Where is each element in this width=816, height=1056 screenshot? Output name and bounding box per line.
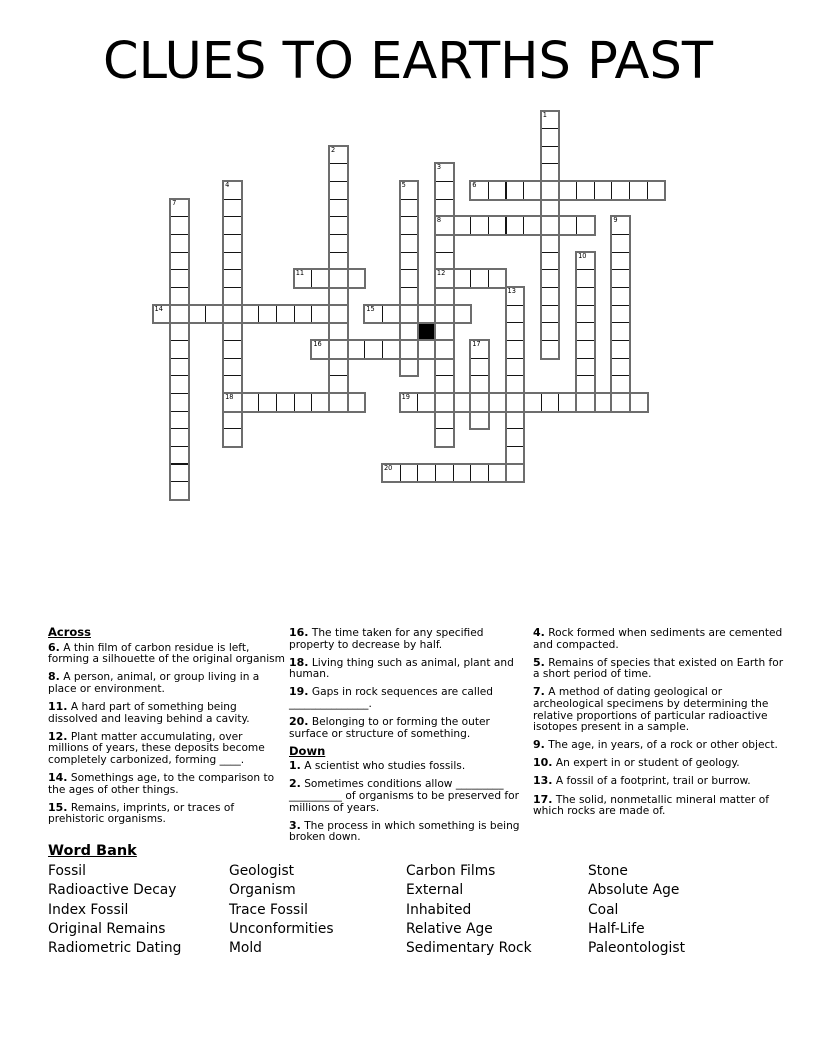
crossword-cell[interactable] — [364, 305, 383, 324]
crossword-cell[interactable] — [435, 287, 454, 306]
crossword-cell[interactable] — [329, 234, 348, 253]
cell-number: 12 — [436, 269, 446, 278]
clue-number: 18. — [289, 655, 309, 669]
clue-17: 17. The solid, nonmetallic mineral matter of which rocks are made of. — [533, 792, 769, 818]
crossword-cell[interactable] — [294, 305, 313, 324]
crossword-cell[interactable] — [506, 411, 525, 430]
crossword-cell[interactable] — [488, 393, 507, 412]
clue-6: 6. A thin film of carbon residue is left, forming a silhouette of the original organism — [48, 640, 285, 666]
crossword-cell[interactable] — [611, 269, 630, 288]
clue-number: 19. — [289, 685, 309, 699]
crossword-cell[interactable] — [576, 393, 595, 412]
crossword-cell[interactable] — [170, 411, 189, 430]
crossword-cell[interactable] — [400, 287, 419, 306]
crossword-cell[interactable] — [417, 305, 436, 324]
crossword-cell[interactable] — [558, 216, 577, 235]
cell-number: 19 — [401, 392, 410, 401]
cell-number: 3 — [436, 163, 442, 172]
clue-heading-down: Down — [289, 743, 326, 758]
clue-number: 3. — [289, 818, 301, 832]
crossword-cell[interactable] — [488, 216, 507, 235]
crossword-cell[interactable] — [506, 181, 525, 200]
crossword-cell[interactable] — [435, 252, 454, 271]
crossword-cell[interactable] — [329, 252, 348, 271]
crossword-cell[interactable] — [241, 393, 260, 412]
crossword-cell[interactable] — [294, 269, 313, 288]
crossword-cell[interactable] — [205, 305, 224, 324]
clue-number: 16. — [289, 626, 309, 639]
crossword-cell[interactable] — [611, 340, 630, 359]
crossword-cell[interactable] — [611, 358, 630, 377]
crossword-cell[interactable] — [541, 181, 560, 200]
crossword-cell[interactable] — [435, 269, 454, 288]
crossword-cell[interactable] — [400, 358, 419, 377]
clue-12: 12. Plant matter accumulating, over millions of years, these deposits become completely carbonized, forming ____. — [48, 729, 265, 766]
crossword-cell[interactable] — [611, 234, 630, 253]
crossword-cell[interactable] — [170, 340, 189, 359]
clue-number: 13. — [533, 774, 553, 788]
crossword-cell[interactable] — [400, 216, 419, 235]
crossword-cell[interactable] — [470, 216, 489, 235]
crossword-cell[interactable] — [488, 181, 507, 200]
crossword-cell[interactable] — [329, 375, 348, 394]
cell-number: 1 — [542, 110, 547, 119]
crossword-cell[interactable] — [258, 393, 277, 412]
word-bank-word: Inhabited — [406, 901, 472, 918]
clue-heading-across: Across — [48, 625, 91, 639]
cell-number: 20 — [383, 463, 393, 472]
crossword-cell[interactable] — [170, 464, 189, 483]
clue-number: 6. — [48, 640, 60, 654]
crossword-cell[interactable] — [629, 181, 648, 200]
crossword-cell[interactable] — [453, 464, 472, 483]
clue-16: 16. The time taken for any specified property to decrease by half. — [289, 626, 484, 651]
word-bank-column — [588, 863, 685, 959]
crossword-cell[interactable] — [347, 340, 366, 359]
crossword-cell[interactable] — [276, 393, 295, 412]
crossword-cell[interactable] — [470, 358, 489, 377]
word-bank-section — [48, 863, 788, 963]
crossword-cell[interactable] — [400, 340, 419, 359]
crossword-cell[interactable] — [611, 216, 630, 235]
clue-18: 18. Living thing such as animal, plant and human. — [289, 655, 514, 681]
cell-number: 9 — [613, 216, 618, 225]
crossword-cell[interactable] — [541, 269, 560, 288]
crossword-cell[interactable] — [576, 322, 595, 341]
crossword-cell[interactable] — [382, 464, 401, 483]
clue-4: 4. Rock formed when sediments are cemented and compacted. — [533, 626, 783, 651]
crossword-cell[interactable] — [241, 305, 260, 324]
clue-1: 1. A scientist who studies fossils. — [289, 759, 466, 773]
crossword-cell[interactable] — [558, 393, 577, 412]
crossword-cell[interactable] — [435, 428, 454, 447]
clue-20: 20. Belonging to or forming the outer surface or structure of something. — [289, 715, 490, 740]
clue-5: 5. Remains of species that existed on Earth for a short period of time. — [533, 655, 784, 681]
clue-13: 13. A fossil of a footprint, trail or burrow. — [533, 774, 751, 788]
crossword-cell[interactable] — [470, 464, 489, 483]
clue-number: 4. — [533, 626, 545, 639]
cell-number: 5 — [401, 181, 406, 190]
cell-number: 6 — [472, 181, 477, 190]
word-bank-word: Paleontologist — [588, 940, 685, 957]
crossword-cell[interactable] — [170, 393, 189, 412]
cell-number: 8 — [436, 216, 442, 225]
crossword-cell[interactable] — [364, 340, 383, 359]
word-bank-word: Absolute Age — [588, 882, 680, 899]
crossword-cell[interactable] — [594, 181, 613, 200]
crossword-cell[interactable] — [223, 428, 242, 447]
word-bank-column — [406, 863, 532, 959]
crossword-cell[interactable] — [329, 199, 348, 218]
crossword-cell[interactable] — [329, 287, 348, 306]
clue-number: 15. — [48, 800, 68, 814]
crossword-cell[interactable] — [541, 393, 560, 412]
crossword-cell[interactable] — [541, 305, 560, 324]
clue-2: 2. Sometimes conditions allow _________ __________ of organisms to be preserved for millions of years. — [289, 777, 519, 814]
word-bank-heading: Word Bank — [48, 843, 137, 859]
word-bank-word: Mold — [229, 940, 262, 957]
crossword-cell[interactable] — [223, 269, 242, 288]
clue-number: 1. — [289, 759, 301, 773]
crossword-cell[interactable] — [329, 146, 348, 165]
crossword-cell[interactable] — [611, 375, 630, 394]
crossword-cell[interactable] — [170, 269, 189, 288]
crossword-cell[interactable] — [400, 464, 419, 483]
crossword-cell[interactable] — [435, 216, 454, 235]
crossword-cell[interactable] — [223, 411, 242, 430]
crossword-cell[interactable] — [400, 181, 419, 200]
crossword-cell[interactable] — [523, 393, 542, 412]
crossword-cell[interactable] — [170, 375, 189, 394]
clue-number: 12. — [48, 729, 68, 743]
clues-column-middle — [289, 627, 527, 849]
crossword-cell[interactable] — [311, 340, 330, 359]
crossword-cell[interactable] — [347, 269, 366, 288]
crossword-cell[interactable] — [576, 305, 595, 324]
clue-number: 17. — [533, 792, 553, 806]
crossword-cell[interactable] — [223, 181, 242, 200]
crossword-cell[interactable] — [435, 322, 454, 341]
crossword-cell[interactable] — [488, 269, 507, 288]
cell-number: 4 — [225, 181, 230, 190]
crossword-cell[interactable] — [329, 269, 348, 288]
cell-number: 13 — [507, 287, 516, 295]
crossword-cell[interactable] — [170, 428, 189, 447]
crossword-cell[interactable] — [170, 322, 189, 341]
crossword-cell[interactable] — [453, 216, 472, 235]
word-bank-column — [48, 863, 181, 959]
clues-column-down — [533, 627, 785, 823]
page-title: CLUES TO EARTHS PAST — [103, 32, 713, 91]
crossword-cell[interactable] — [417, 393, 436, 412]
clue-number: 14. — [48, 770, 68, 784]
clue-3: 3. The process in which something is being broken down. — [289, 818, 520, 844]
crossword-cell[interactable] — [223, 234, 242, 253]
crossword-cell[interactable] — [435, 411, 454, 430]
clue-15: 15. Remains, imprints, or traces of prehistoric organisms. — [48, 800, 235, 826]
crossword-cell[interactable] — [576, 340, 595, 359]
crossword-cell[interactable] — [576, 269, 595, 288]
crossword-cell[interactable] — [223, 199, 242, 218]
clue-number: 5. — [533, 655, 545, 669]
word-bank-word: Relative Age — [406, 920, 493, 937]
crossword-cell[interactable] — [611, 252, 630, 271]
crossword-cell[interactable] — [611, 305, 630, 324]
crossword-cell[interactable] — [576, 287, 595, 306]
crossword-cell[interactable] — [506, 340, 525, 359]
crossword-cell[interactable] — [170, 216, 189, 235]
crossword-cell[interactable] — [594, 393, 613, 412]
word-bank-word: Fossil — [48, 863, 86, 879]
crossword-cell[interactable] — [329, 181, 348, 200]
crossword-cell[interactable] — [506, 393, 525, 412]
word-bank-word: Organism — [229, 882, 296, 899]
crossword-cell[interactable] — [329, 163, 348, 182]
cell-number: 10 — [578, 251, 587, 260]
crossword-cell[interactable] — [329, 340, 348, 359]
crossword-cell[interactable] — [541, 322, 560, 341]
crossword-cell[interactable] — [506, 358, 525, 377]
word-bank-word: Sedimentary Rock — [406, 940, 532, 957]
cell-number: 7 — [172, 198, 177, 207]
crossword-cell[interactable] — [470, 340, 489, 359]
crossword-cell[interactable] — [541, 340, 560, 359]
crossword-cell[interactable] — [382, 305, 401, 324]
crossword-cell[interactable] — [223, 340, 242, 359]
word-bank-word: Stone — [588, 863, 628, 879]
crossword-cell[interactable] — [170, 252, 189, 271]
crossword-cell[interactable] — [258, 305, 277, 324]
crossword-cell[interactable] — [470, 375, 489, 394]
crossword-cell[interactable] — [170, 305, 189, 324]
crossword-cell[interactable] — [611, 287, 630, 306]
crossword-cell[interactable] — [170, 287, 189, 306]
crossword-cell[interactable] — [400, 269, 419, 288]
word-bank-word: Trace Fossil — [229, 901, 308, 918]
cell-number: 11 — [295, 269, 305, 278]
crossword-cell[interactable] — [311, 269, 330, 288]
crossword-cell[interactable] — [435, 464, 454, 483]
crossword-cell[interactable] — [223, 287, 242, 306]
cell-number: 17 — [472, 339, 481, 348]
blocked-cell — [417, 322, 436, 341]
crossword-cell[interactable] — [576, 375, 595, 394]
crossword-cell[interactable] — [611, 322, 630, 341]
crossword-cell[interactable] — [506, 375, 525, 394]
clue-7: 7. A method of dating geological or archeological specimens by determining the relative proportions of particular radioactive isotopes present in a sample. — [533, 685, 769, 734]
crossword-cell[interactable] — [541, 111, 560, 130]
crossword-cell[interactable] — [611, 181, 630, 200]
crossword-cell[interactable] — [453, 269, 472, 288]
crossword-cell[interactable] — [329, 216, 348, 235]
crossword-cell[interactable] — [506, 322, 525, 341]
crossword-cell[interactable] — [435, 340, 454, 359]
word-bank-word: Original Remains — [48, 920, 166, 937]
word-bank-word: Radiometric Dating — [48, 940, 182, 957]
crossword-cell[interactable] — [170, 446, 189, 465]
crossword-cell[interactable] — [400, 234, 419, 253]
crossword-cell[interactable] — [558, 181, 577, 200]
cell-number: 18 — [225, 392, 234, 401]
crossword-cell[interactable] — [541, 252, 560, 271]
cell-number: 15 — [366, 304, 375, 313]
cell-number: 16 — [313, 339, 322, 348]
crossword-grid — [153, 111, 666, 500]
crossword-cell[interactable] — [523, 181, 542, 200]
crossword-cell[interactable] — [470, 181, 489, 200]
crossword-cell[interactable] — [435, 375, 454, 394]
crossword-cell[interactable] — [223, 305, 242, 324]
word-bank-column — [229, 863, 334, 959]
crossword-cell[interactable] — [541, 163, 560, 182]
crossword-cell[interactable] — [611, 393, 630, 412]
clue-number: 9. — [533, 738, 545, 752]
word-bank-word: Coal — [588, 901, 619, 918]
crossword-cell[interactable] — [435, 305, 454, 324]
crossword-cell[interactable] — [170, 199, 189, 218]
crossword-cell[interactable] — [470, 269, 489, 288]
clue-number: 2. — [289, 777, 301, 791]
clue-14: 14. Somethings age, to the comparison to the ages of other things. — [48, 770, 275, 796]
word-bank-word: External — [406, 882, 464, 899]
word-bank-word: Half-Life — [588, 920, 645, 937]
crossword-cell[interactable] — [541, 146, 560, 165]
crossword-cell[interactable] — [541, 128, 560, 147]
crossword-cell[interactable] — [435, 163, 454, 182]
crossword-cell[interactable] — [329, 322, 348, 341]
crossword-cell[interactable] — [576, 252, 595, 271]
crossword-cell[interactable] — [576, 358, 595, 377]
crossword-cell[interactable] — [506, 287, 525, 306]
crossword-cell[interactable] — [506, 446, 525, 465]
cell-number: 2 — [331, 145, 336, 154]
crossword-cell[interactable] — [435, 358, 454, 377]
crossword-cell[interactable] — [417, 464, 436, 483]
crossword-cell[interactable] — [400, 199, 419, 218]
crossword-cell[interactable] — [223, 322, 242, 341]
word-bank-word: Radioactive Decay — [48, 882, 177, 899]
crossword-cell[interactable] — [541, 216, 560, 235]
clues-column-across — [48, 627, 286, 831]
crossword-cell[interactable] — [400, 252, 419, 271]
crossword-cell[interactable] — [170, 358, 189, 377]
crossword-cell[interactable] — [276, 305, 295, 324]
crossword-cell[interactable] — [400, 322, 419, 341]
crossword-cell[interactable] — [170, 234, 189, 253]
clue-number: 8. — [48, 670, 60, 684]
crossword-cell[interactable] — [506, 305, 525, 324]
crossword-cell[interactable] — [329, 393, 348, 412]
clue-8: 8. A person, animal, or group living in a place or environment. — [48, 670, 260, 695]
crossword-cell[interactable] — [382, 340, 401, 359]
crossword-cell[interactable] — [541, 287, 560, 306]
crossword-cell[interactable] — [188, 305, 207, 324]
crossword-cell[interactable] — [223, 216, 242, 235]
crossword-cell[interactable] — [435, 393, 454, 412]
crossword-cell[interactable] — [435, 181, 454, 200]
crossword-cell[interactable] — [435, 199, 454, 218]
cell-number: 14 — [154, 304, 163, 313]
crossword-cell[interactable] — [223, 358, 242, 377]
crossword-cell[interactable] — [223, 252, 242, 271]
clue-19: 19. Gaps in rock sequences are called _______________. — [289, 685, 494, 710]
crossword-cell[interactable] — [541, 234, 560, 253]
clue-number: 7. — [533, 685, 545, 699]
crossword-cell[interactable] — [223, 393, 242, 412]
crossword-cell[interactable] — [294, 393, 313, 412]
crossword-cell[interactable] — [453, 305, 472, 324]
crossword-cell[interactable] — [506, 428, 525, 447]
word-bank-word: Unconformities — [229, 920, 334, 937]
crossword-cell[interactable] — [347, 393, 366, 412]
word-bank-word: Geologist — [229, 863, 295, 879]
clue-10: 10. An expert in or student of geology. — [533, 756, 740, 770]
crossword-cell[interactable] — [523, 216, 542, 235]
crossword-cell[interactable] — [311, 393, 330, 412]
clue-number: 11. — [48, 699, 68, 713]
clue-11: 11. A hard part of something being dissolved and leaving behind a cavity. — [48, 699, 250, 725]
crossword-cell[interactable] — [400, 393, 419, 412]
word-bank-word: Index Fossil — [48, 901, 129, 918]
crossword-cell[interactable] — [470, 393, 489, 412]
clue-number: 10. — [533, 756, 553, 770]
crossword-cell[interactable] — [506, 464, 525, 483]
crossword-cell[interactable] — [629, 393, 648, 412]
clue-9: 9. The age, in years, of a rock or other object. — [533, 738, 778, 752]
crossword-cell[interactable] — [541, 199, 560, 218]
crossword-cell[interactable] — [576, 216, 595, 235]
crossword-cell[interactable] — [311, 305, 330, 324]
crossword-cell[interactable] — [329, 358, 348, 377]
crossword-cell[interactable] — [576, 181, 595, 200]
crossword-cell[interactable] — [435, 234, 454, 253]
crossword-cell[interactable] — [417, 340, 436, 359]
crossword-cell[interactable] — [329, 305, 348, 324]
crossword-cell[interactable] — [453, 393, 472, 412]
crossword-cell[interactable] — [400, 305, 419, 324]
crossword-cell[interactable] — [488, 464, 507, 483]
crossword-cell[interactable] — [153, 305, 172, 324]
crossword-cell[interactable] — [506, 216, 525, 235]
crossword-cell[interactable] — [470, 411, 489, 430]
crossword-cell[interactable] — [647, 181, 666, 200]
crossword-cell[interactable] — [223, 375, 242, 394]
crossword-cell[interactable] — [170, 481, 189, 500]
word-bank-word: Carbon Films — [406, 863, 496, 879]
clue-number: 20. — [289, 715, 309, 729]
